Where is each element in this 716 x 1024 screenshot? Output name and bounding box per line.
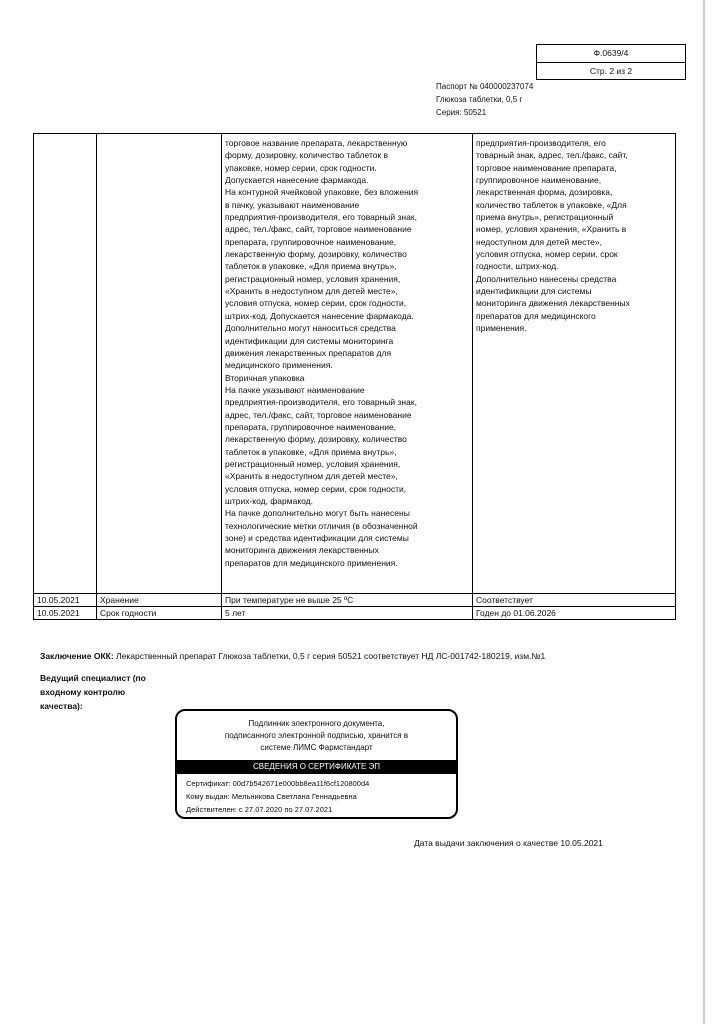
text-line: товарный знак, адрес, тел./факс, сайт, [476,150,628,161]
text-line: приема внутрь», регистрационный [476,212,614,223]
text-line: регистрационный номер, условия хранения, [225,458,401,469]
parameter-cell: Срок годности [97,607,222,620]
result-text [476,137,672,335]
stamp-line: Подлинник электронного документа, [248,719,385,728]
text-line: На пачке дополнительно могут быть нанесены [225,508,410,519]
requirement-cell: При температуре не выше 25 ºС [222,594,473,607]
text-line: препаратов для медицинского применения. [225,557,398,568]
table-row [34,607,676,620]
text-line: Дополнительно могут наноситься средства [225,323,396,334]
text-line: зоне) и средства идентификации для системы [225,533,409,543]
product-name: Глюкоза таблетки, 0,5 г [436,95,523,104]
text-line: форму, дозировку, количество таблеток в [225,150,389,161]
text-line: лекарственная форма, дозировка, [476,187,613,198]
text-line: На контурной ячейковой упаковке, без вложения [225,187,419,198]
text-line: препаратов для медицинского [476,310,596,321]
text-line: упаковке, номер серии, срок годности. [225,162,377,173]
text-line: движения лекарственных препаратов для [225,347,392,358]
text-line: торговое наименование препарата, [476,162,617,173]
text-line: таблеток в упаковке, «Для приема внутрь», [225,261,397,272]
text-line: регистрационный номер, условия хранения, [225,273,401,284]
certificate-band: СВЕДЕНИЯ О СЕРТИФИКАТЕ ЭП [177,760,456,774]
scan-edge [703,0,705,1024]
result-cell: Годен до 01.06.2026 [473,607,676,620]
qc-conclusion [40,651,545,661]
text-line: условия отпуска, номер серии, срок [476,249,618,260]
text-line: мониторинга движения лекарственных [225,545,379,556]
requirement-cell: 5 лет [222,607,473,620]
text-line: препарата, группировочное наименование, [225,236,397,247]
parameter-cell: Хранение [97,594,222,607]
text-line: «Хранить в недоступном для детей месте», [225,471,398,482]
text-line: количество таблеток в упаковке, «Для [476,199,627,210]
text-line: препарата, группировочное наименование, [225,421,397,432]
table-row [34,134,676,594]
text-line: технологические метки отличия (в обозначенной [225,520,418,531]
text-line: «Хранить в недоступном для детей месте», [225,286,398,297]
text-line: в пачку, указывают наименование [225,199,360,210]
text-line: предприятия-производителя, его товарный знак, [225,397,417,408]
electronic-signature-stamp [175,709,458,819]
page-number: Стр. 2 из 2 [537,62,685,80]
form-code-box [536,44,686,80]
text-line: годности, штрих-код. [476,261,559,272]
passport-number: Паспорт № 040000237074 [436,82,534,91]
text-line: идентификации для системы [476,286,592,297]
requirement-text [225,137,469,569]
text-line: штрих-код. Допускается нанесение фармакода. [225,310,414,321]
text-line: мониторинга движения лекарственных [476,298,630,309]
text-line: номер, условия хранения, «Хранить в [476,224,627,235]
text-line: предприятия-производителя, его [476,138,606,148]
text-line: недоступном для детей месте», [476,236,602,247]
stamp-line: системе ЛИМС Фармстандарт [260,743,373,752]
date-cell: 10.05.2021 [34,607,97,620]
text-line: торговое название препарата, лекарственную [225,138,408,148]
text-line: применения. [476,323,527,334]
issue-date: Дата выдачи заключения о качестве 10.05.2021 [414,838,603,848]
result-cell [473,134,676,594]
text-line: предприятия-производителя, его товарный знак, [225,212,417,223]
parameter-cell [97,134,222,594]
lead-specialist-label: Ведущий специалист (по входному контролю качества): [40,673,146,711]
text-line: идентификации для системы мониторинга [225,335,394,346]
text-line: лекарственную форму, дозировку, количество [225,249,407,260]
text-line: условия отпуска, номер серии, срок годности, [225,483,407,494]
certificate-owner: Кому выдан: Мельникова Светлана Геннадьевна [186,792,357,801]
date-cell [34,134,97,594]
text-line: таблеток в упаковке, «Для приема внутрь», [225,446,397,457]
test-results-table [33,133,676,620]
table-row [34,594,676,607]
text-line: На пачке указывают наименование [225,384,365,395]
series-number: Серия: 50521 [436,108,487,117]
form-code: Ф.0639/4 [593,48,629,58]
certificate-number: Сертификат: 00d7b542671e000bb8ea11f6cf120800d4 [186,779,370,788]
date-cell: 10.05.2021 [34,594,97,607]
certificate-validity: Действителен: с 27.07.2020 по 27.07.2021 [186,805,333,814]
stamp-line: подписанного электронной подписью, хранится в [224,731,409,740]
text-line: адрес, тел./факс, сайт, торговое наименование [225,224,412,235]
text-line: Допускается нанесение фармакода. [225,175,369,186]
conclusion-label: Заключение ОКК: [40,651,114,661]
requirement-cell [222,134,473,594]
text-line: медицинского применения. [225,360,333,371]
text-line: условия отпуска, номер серии, срок годности, [225,298,407,309]
passport-header [436,80,533,119]
text-line: адрес, тел./факс, сайт, торговое наименование [225,409,412,420]
text-line: группировочное наименование, [476,175,602,186]
conclusion-text: Лекарственный препарат Глюкоза таблетки, 0,5 г серия 50521 соответствует НД ЛС-001742-180219, изм.№1 [113,651,546,661]
text-line: лекарственную форму, дозировку, количество [225,434,407,445]
text-line: штрих-код, фармакод. [225,495,314,506]
text-line: Дополнительно нанесены средства [476,273,617,284]
result-cell: Соответствует [473,594,676,607]
text-line: Вторичная упаковка [225,372,305,383]
